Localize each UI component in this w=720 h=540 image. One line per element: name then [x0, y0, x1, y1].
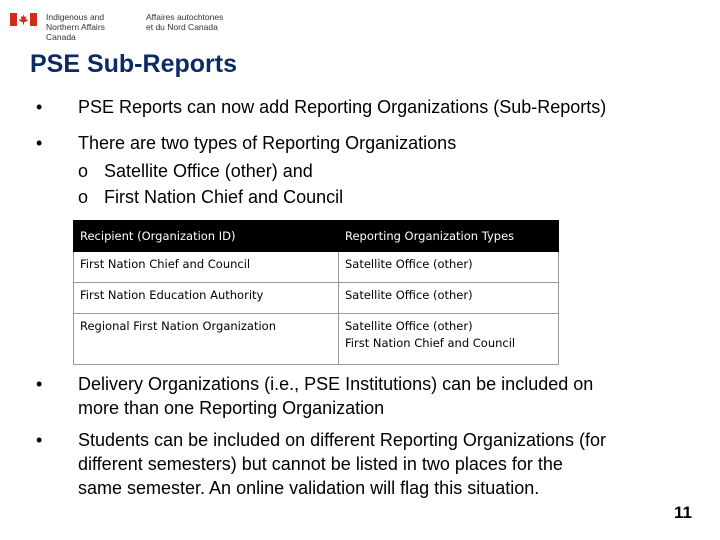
column-header: Recipient (Organization ID) [74, 221, 339, 252]
table-cell: Satellite Office (other) [339, 283, 559, 314]
table-cell: Regional First Nation Organization [74, 314, 339, 365]
table-row [74, 283, 559, 314]
department-name-en: Indigenous and Northern Affairs Canada [46, 12, 105, 42]
table-row [74, 252, 559, 283]
column-header: Reporting Organization Types [339, 221, 559, 252]
table-cell: First Nation Chief and Council [74, 252, 339, 283]
bullet-text: Students can be included on different Reporting Organizations (for different semesters) but cannot be listed in two places for the same semester. An online validation will flag this situation. [78, 430, 606, 498]
canada-flag-icon [10, 13, 37, 26]
table-cell: Satellite Office (other) First Nation Chief and Council [339, 314, 559, 365]
slide-title: PSE Sub-Reports [30, 50, 237, 78]
bullet-marker: • [36, 374, 43, 394]
table-row [74, 314, 559, 365]
bullet-text: PSE Reports can now add Reporting Organizations (Sub-Reports) [78, 97, 607, 117]
reporting-organization-table [73, 220, 559, 365]
sub-bullet-marker: o [78, 187, 89, 207]
sub-bullet-item [78, 185, 343, 209]
sub-bullet-text: First Nation Chief and Council [104, 187, 344, 207]
bullet-marker: • [36, 97, 43, 117]
table-cell: First Nation Education Authority [74, 283, 339, 314]
bullet-marker: • [36, 133, 43, 153]
bullet-text: Delivery Organizations (i.e., PSE Institutions) can be included on more than one Reporting Organization [78, 374, 594, 418]
sub-bullet-marker: o [78, 161, 89, 181]
department-name-fr: Affaires autochtones et du Nord Canada [146, 12, 224, 32]
bullet-marker: • [36, 430, 43, 450]
sub-bullet-text: Satellite Office (other) and [104, 161, 313, 181]
sub-bullet-item [78, 159, 313, 183]
page-number: 11 [674, 503, 692, 522]
table-cell: Satellite Office (other) [339, 252, 559, 283]
bullet-text: There are two types of Reporting Organizations [78, 133, 457, 153]
table-header-row [74, 221, 559, 252]
